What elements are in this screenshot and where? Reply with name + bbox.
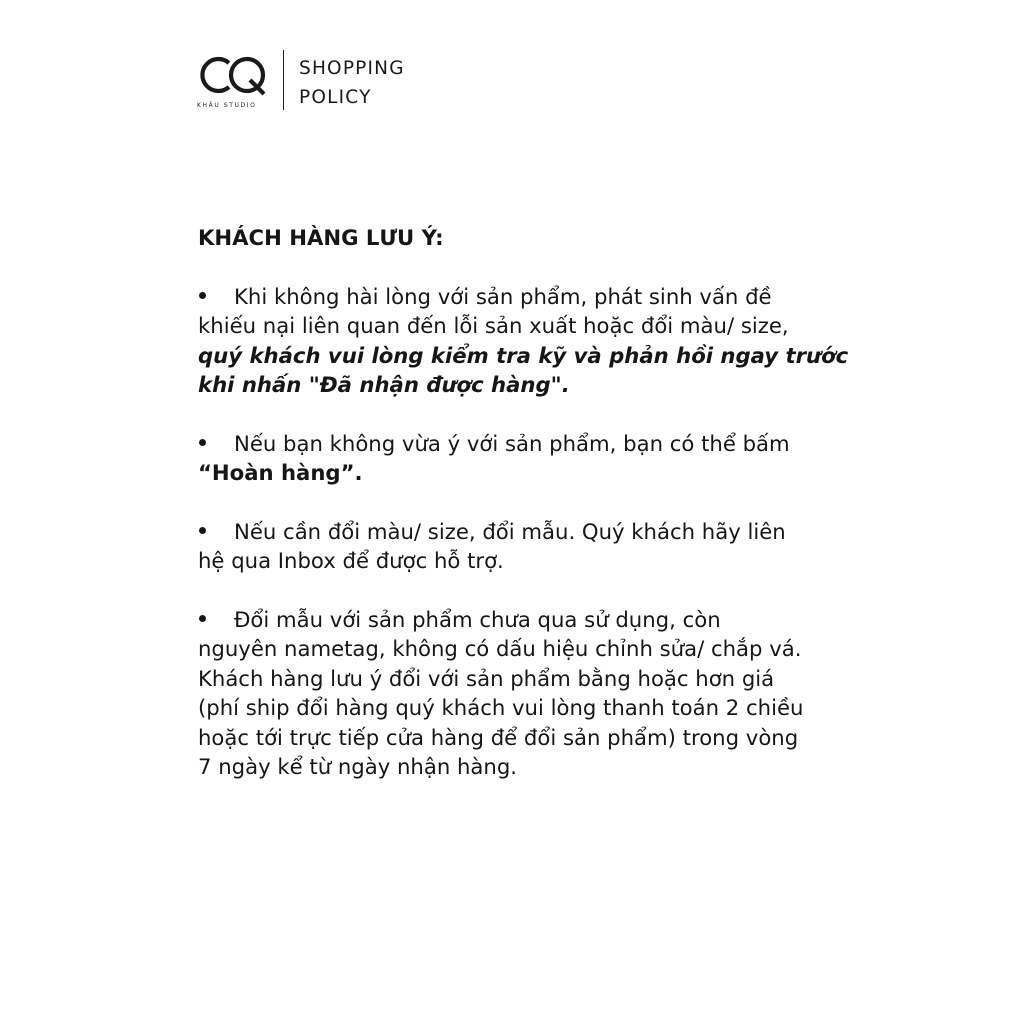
policy-content (198, 223, 858, 811)
bullet-icon (198, 517, 234, 547)
bullet-icon (198, 605, 234, 635)
policy-item-3-line-2: hệ qua Inbox để được hỗ trợ. (198, 548, 504, 573)
policy-item-4-line-6: 7 ngày kể từ ngày nhận hàng. (198, 754, 518, 779)
policy-item-1 (198, 282, 858, 400)
header-divider (283, 50, 284, 110)
policy-item-4-line-4: (phí ship đổi hàng quý khách vui lòng thanh toán 2 chiều (198, 695, 804, 720)
policy-item-3-line-1: Nếu cần đổi màu/ size, đổi mẫu. Quý khách hãy liên (198, 517, 858, 547)
policy-item-1-line-1: Khi không hài lòng với sản phẩm, phát sinh vấn đề (198, 282, 858, 312)
policy-item-3 (198, 517, 858, 576)
policy-item-2-line-1: Nếu bạn không vừa ý với sản phẩm, bạn có thể bấm (198, 429, 858, 459)
policy-item-2 (198, 429, 858, 488)
policy-item-4-line-5: hoặc tới trực tiếp cửa hàng để đổi sản phẩm) trong vòng (198, 724, 799, 750)
policy-item-4-line-3: Khách hàng lưu ý đổi với sản phẩm bằng hoặc hơn giá (198, 665, 775, 691)
brand-logo (196, 50, 272, 110)
cq-logo-icon (196, 50, 272, 100)
page-title (299, 54, 405, 112)
policy-item-1-line-2: khiếu nại liên quan đến lỗi sản xuất hoặc đổi màu/ size, (198, 313, 789, 338)
notice-heading: KHÁCH HÀNG LƯU Ý: (198, 225, 444, 250)
logo-subtitle: KHÂU STUDIO (197, 102, 257, 109)
policy-item-1-emphasis-2: khi nhấn "Đã nhận được hàng". (198, 372, 570, 397)
policy-item-1-emphasis-1: quý khách vui lòng kiểm tra kỹ và phản hồi ngay trước (198, 342, 849, 368)
policy-item-4-line-2: nguyên nametag, không có dấu hiệu chỉnh sửa/ chắp vá. (198, 636, 802, 661)
bullet-icon (198, 429, 234, 459)
page-title-line-1: SHOPPING (299, 58, 405, 79)
policy-item-4 (198, 605, 858, 782)
page-title-line-2: POLICY (299, 87, 372, 108)
policy-item-2-strong: “Hoàn hàng”. (198, 460, 363, 485)
bullet-icon (198, 282, 234, 312)
policy-item-4-line-1: Đổi mẫu với sản phẩm chưa qua sử dụng, còn (198, 605, 858, 635)
